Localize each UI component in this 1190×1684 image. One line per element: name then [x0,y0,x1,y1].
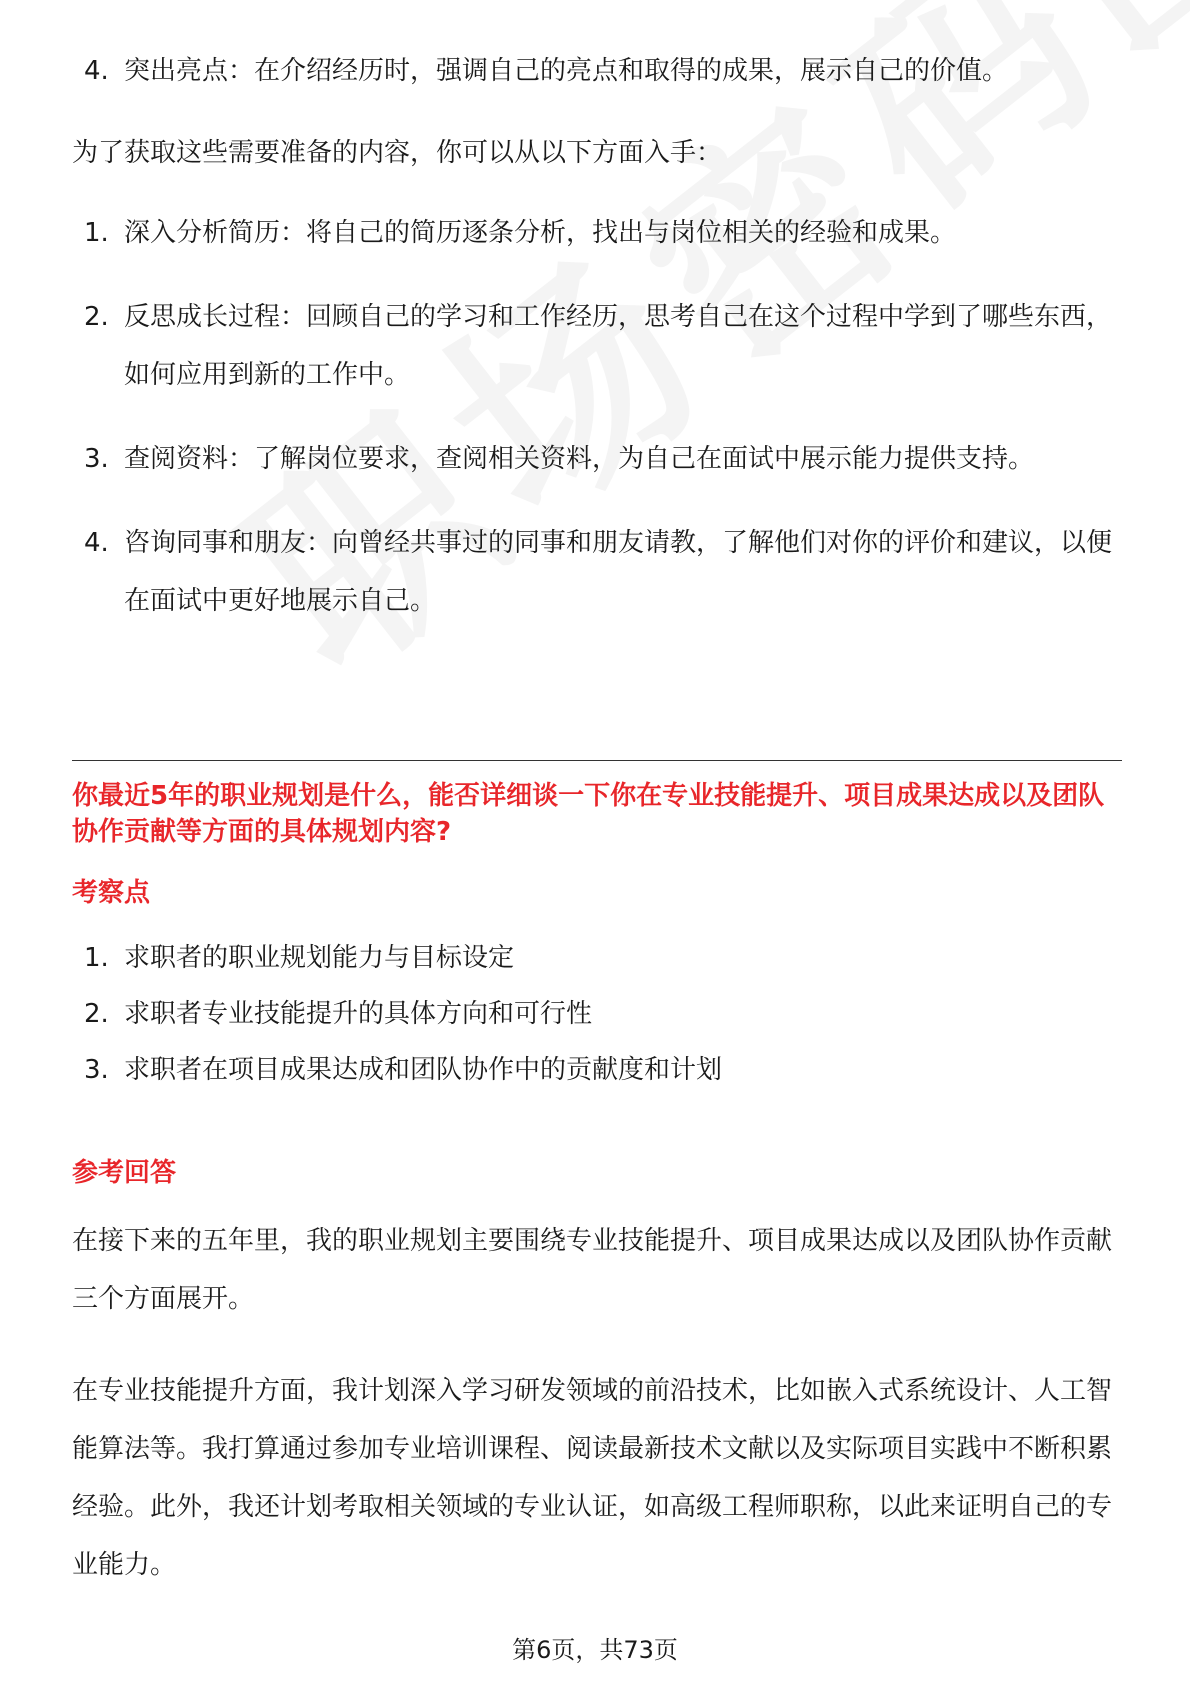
page-footer: 第6页，共73页 [512,1636,678,1664]
list-number: 1. [84,943,109,973]
list-number: 4. [84,56,109,86]
list-item [72,930,1122,986]
intro-section [72,42,1122,100]
examine-section [72,872,1122,909]
list-text: 求职者在项目成果达成和团队协作中的贡献度和计划 [124,1055,723,1085]
answer-heading-block [72,1152,1122,1189]
examine-heading: 考察点 [72,878,151,908]
list-text: 咨询同事和朋友：向曾经共事过的同事和朋友请教，了解他们对你的评价和建议，以便在面试中更好地展示自己。 [124,528,1113,616]
prep-list [72,204,1122,630]
answer-paragraph: 在专业技能提升方面，我计划深入学习研发领域的前沿技术，比如嵌入式系统设计、人工智能算法等。我打算通过参加专业培训课程、阅读最新技术文献以及实际项目实践中不断积累经验。此外，我还计划考取相关领域的专业认证，如高级工程师职称，以此来证明自己的专业能力。 [72,1376,1113,1580]
list-text: 深入分析简历：将自己的简历逐条分析，找出与岗位相关的经验和成果。 [124,218,957,248]
list-text: 查阅资料：了解岗位要求，查阅相关资料，为自己在面试中展示能力提供支持。 [124,444,1035,474]
list-number: 1. [84,218,109,248]
list-number: 3. [84,444,109,474]
intro-paragraph-block [72,124,1122,182]
answer-section [72,1212,1122,1328]
list-item [72,1042,1122,1098]
list-item [72,288,1122,404]
examine-list [72,930,1122,1098]
answer-paragraph: 在接下来的五年里，我的职业规划主要围绕专业技能提升、项目成果达成以及团队协作贡献三个方面展开。 [72,1226,1113,1314]
answer-section-2 [72,1362,1122,1594]
list-item [72,430,1122,488]
section-divider [72,760,1122,761]
list-item [72,204,1122,262]
list-text: 突出亮点：在介绍经历时，强调自己的亮点和取得的成果，展示自己的价值。 [124,56,1009,86]
list-item [72,42,1122,100]
examine-list-block [72,930,1122,1098]
list-number: 3. [84,1055,109,1085]
list-item [72,986,1122,1042]
list-number: 2. [84,302,109,332]
intro-list [72,42,1122,100]
question-heading: 你最近5年的职业规划是什么，能否详细谈一下你在专业技能提升、项目成果达成以及团队协作贡献等方面的具体规划内容? [72,781,1105,847]
answer-heading: 参考回答 [72,1158,177,1188]
list-text: 求职者的职业规划能力与目标设定 [124,943,515,973]
prep-section [72,204,1122,656]
list-number: 2. [84,999,109,1029]
list-number: 4. [84,528,109,558]
intro-paragraph: 为了获取这些需要准备的内容，你可以从以下方面入手： [72,138,723,168]
list-text: 反思成长过程：回顾自己的学习和工作经历，思考自己在这个过程中学到了哪些东西，如何应用到新的工作中。 [124,302,1113,390]
list-item [72,514,1122,630]
list-text: 求职者专业技能提升的具体方向和可行性 [124,999,593,1029]
